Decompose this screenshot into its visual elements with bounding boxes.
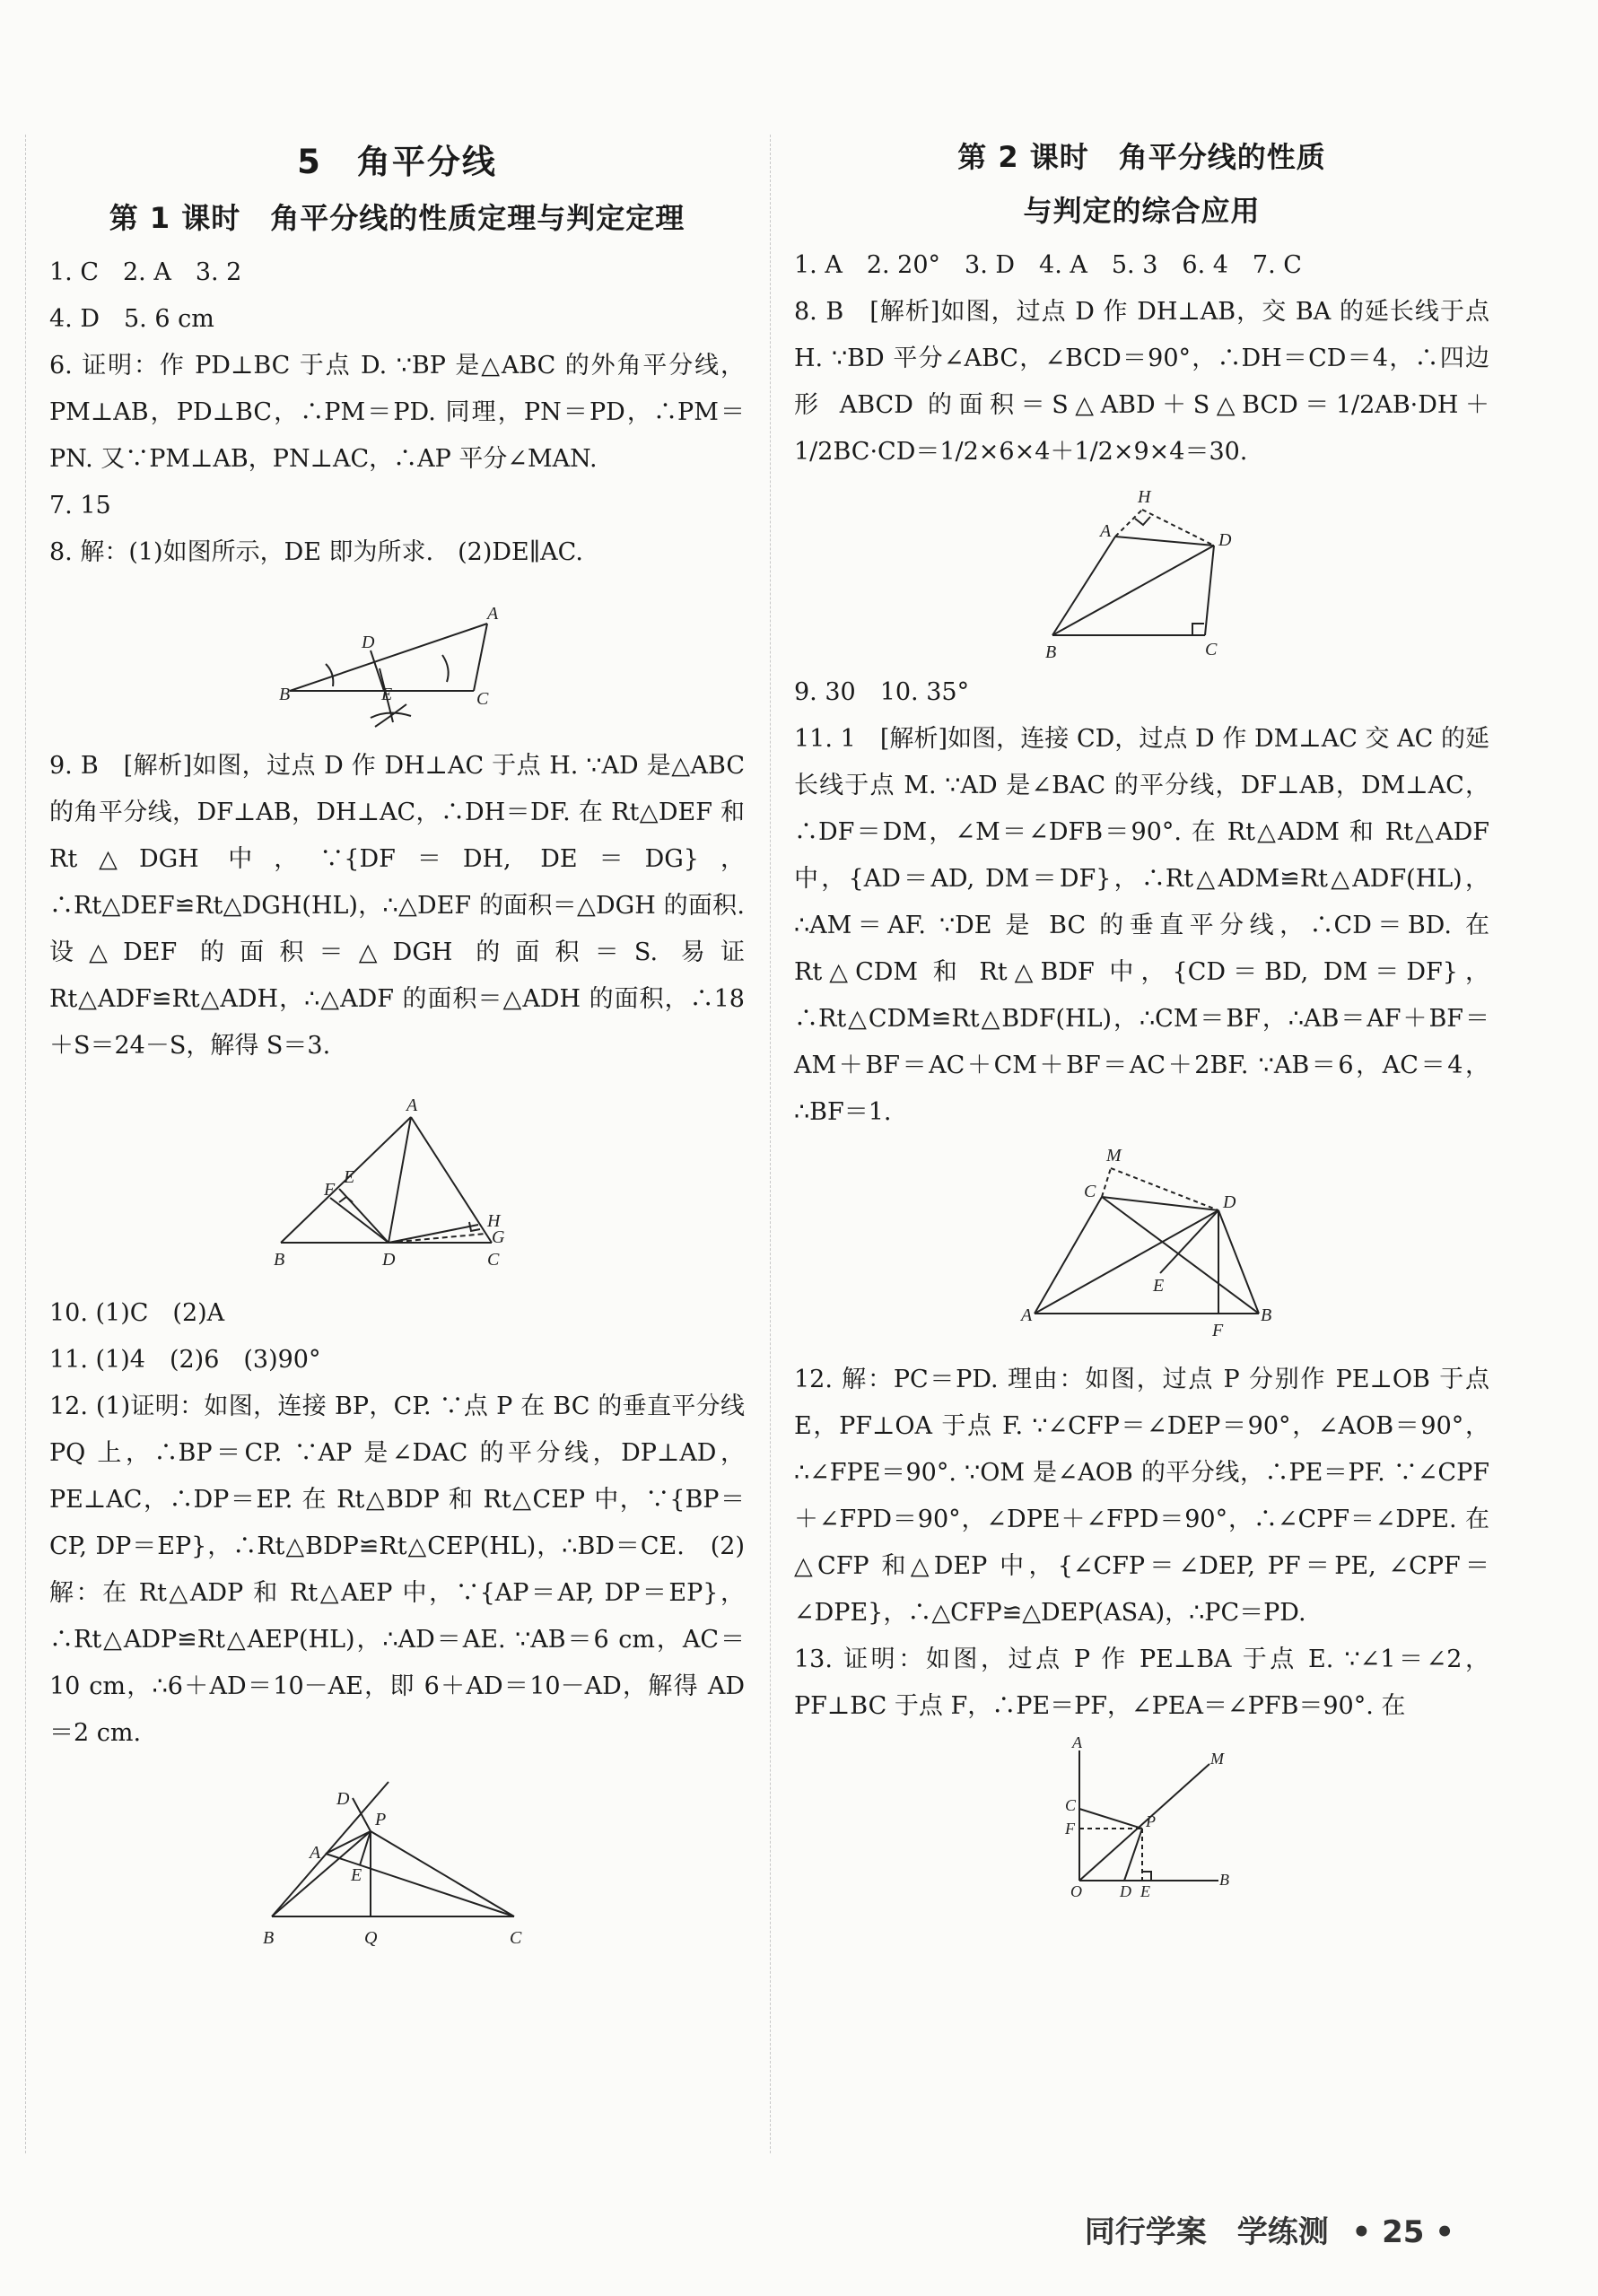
answer-8: 8. 解：(1)如图所示，DE 即为所求. (2)DE∥AC. xyxy=(49,538,583,566)
lesson-title-2a: 第 2 课时 角平分线的性质 xyxy=(957,140,1326,174)
right-column xyxy=(794,126,1489,1906)
svg-text:C: C xyxy=(1204,640,1217,659)
svg-text:D: D xyxy=(1119,1882,1131,1899)
svg-text:E: E xyxy=(343,1167,354,1187)
answer-12: 12. (1)证明：如图，连接 BP，CP. ∵点 P 在 BC 的垂直平分线 PQ 上，∴BP＝CP. ∵AP 是∠DAC 的平分线，DP⊥AD，PE⊥AC，∴DP＝EP. 在 Rt△BDP 和 Rt△CEP 中，∵{BP＝CP, DP＝EP}，∴Rt△BDP≌Rt△CEP(HL)，∴BD＝CE. (2)解：在 Rt△ADP 和 Rt△AEP 中，∵{AP＝AP, DP＝EP}，∴Rt△ADP≌Rt△AEP(HL)，∴AD＝AE. ∵AB＝6 cm，AC＝10 cm，∴6＋AD＝10－AE，即 6＋AD＝10－AD，解得 AD＝2 cm. xyxy=(49,1392,745,1747)
figure-q12 xyxy=(236,1764,559,1952)
svg-text:E: E xyxy=(350,1865,362,1885)
svg-text:A: A xyxy=(1071,1737,1082,1751)
svg-text:B: B xyxy=(1260,1305,1271,1325)
lesson-title-1: 第 1 课时 角平分线的性质定理与判定定理 xyxy=(109,201,685,235)
svg-text:Q: Q xyxy=(363,1928,377,1948)
svg-text:A: A xyxy=(309,1843,320,1863)
answer-7: 7. 15 xyxy=(49,492,111,519)
svg-text:B: B xyxy=(1044,642,1056,662)
svg-text:E: E xyxy=(380,685,392,704)
svg-text:H: H xyxy=(1137,487,1150,507)
svg-text:A: A xyxy=(406,1096,417,1115)
answer-r12: 12. 解：PC＝PD. 理由：如图，过点 P 分别作 PE⊥OB 于点 E，PF⊥OA 于点 F. ∵∠CFP＝∠DEP＝90°，∠AOB＝90°，∴∠FPE＝90°. ∵OM 是∠AOB 的平分线，∴PE＝PF. ∵∠CPF＋∠FPD＝90°，∠DPE＋∠FPD＝90°，∴∠CPF＝∠DPE. 在△CFP 和△DEP 中，{∠CFP＝∠DEP, PF＝PE, ∠CPF＝∠DPE}，∴△CFP≌△DEP(ASA)，∴PC＝PD. xyxy=(794,1366,1489,1627)
svg-text:D: D xyxy=(381,1250,395,1270)
answer-6: 6. 证明：作 PD⊥BC 于点 D. ∵BP 是△ABC 的外角平分线，PM⊥AB，PD⊥BC，∴PM＝PD. 同理，PN＝PD，∴PM＝PN. 又∵PM⊥AB，PN⊥AC，∴AP 平分∠MAN. xyxy=(49,352,745,473)
svg-text:F: F xyxy=(1211,1321,1223,1340)
svg-text:C: C xyxy=(1083,1182,1096,1201)
svg-text:D: D xyxy=(336,1789,349,1809)
svg-text:A: A xyxy=(1099,521,1111,541)
answer-10: 10. (1)C (2)A xyxy=(49,1299,225,1327)
answer-r13: 13. 证明：如图，过点 P 作 PE⊥BA 于点 E. ∵∠1＝∠2，PF⊥BC 于点 F，∴PE＝PF，∠PEA＝∠PFB＝90°. 在 xyxy=(794,1646,1489,1720)
page-number: • 25 • xyxy=(1351,2214,1454,2250)
figure-q8 xyxy=(272,583,523,736)
svg-text:B: B xyxy=(1218,1871,1229,1889)
figure-r8 xyxy=(1026,483,1259,662)
svg-text:B: B xyxy=(273,1250,284,1270)
lesson-title-2b: 与判定的综合应用 xyxy=(1023,194,1261,228)
answer-r1-7: 1. A 2. 20° 3. D 4. A 5. 3 6. 4 7. C xyxy=(794,251,1302,279)
svg-text:C: C xyxy=(1064,1796,1076,1814)
page-footer xyxy=(1072,2207,1454,2251)
section-title: 5 角平分线 xyxy=(297,143,497,181)
svg-text:A: A xyxy=(486,604,498,624)
answer-r9-10: 9. 30 10. 35° xyxy=(794,678,970,706)
svg-text:P: P xyxy=(374,1810,386,1829)
figure-r11 xyxy=(999,1143,1286,1349)
answer-r8: 8. B [解析]如图，过点 D 作 DH⊥AB，交 BA 的延长线于点 H. ∵BD 平分∠ABC，∠BCD＝90°，∴DH＝CD＝4，∴四边形 ABCD 的面积＝S△ABD＋S△BCD＝1/2AB·DH＋1/2BC·CD＝1/2×6×4＋1/2×9×4＝30. xyxy=(794,298,1489,466)
svg-text:D: D xyxy=(1222,1192,1236,1212)
svg-text:B: B xyxy=(262,1928,274,1948)
footer-brand: 同行学案 学练测 xyxy=(1084,2214,1329,2250)
svg-text:H: H xyxy=(486,1211,500,1231)
svg-text:P: P xyxy=(1145,1812,1156,1830)
answer-r12-block xyxy=(794,1357,1489,1637)
answer-4-5: 4. D 5. 6 cm xyxy=(49,305,214,333)
svg-text:E: E xyxy=(1140,1882,1150,1899)
svg-text:B: B xyxy=(278,685,290,704)
answer-1-3: 1. C 2. A 3. 2 xyxy=(49,258,242,286)
svg-text:F: F xyxy=(1064,1820,1075,1838)
svg-text:E: E xyxy=(1152,1276,1164,1296)
svg-text:M: M xyxy=(1105,1146,1122,1165)
svg-text:M: M xyxy=(1209,1750,1224,1768)
left-column xyxy=(49,126,745,1960)
svg-text:C: C xyxy=(476,689,488,709)
left-margin-divider xyxy=(25,135,26,2153)
svg-text:C: C xyxy=(509,1928,521,1948)
svg-text:D: D xyxy=(1218,530,1231,550)
svg-text:G: G xyxy=(491,1227,504,1247)
svg-text:D: D xyxy=(361,633,374,652)
svg-text:C: C xyxy=(486,1250,499,1270)
figure-r12 xyxy=(1052,1737,1232,1899)
answer-9: 9. B [解析]如图，过点 D 作 DH⊥AC 于点 H. ∵AD 是△ABC 的角平分线，DF⊥AB，DH⊥AC，∴DH＝DF. 在 Rt△DEF 和 Rt△DGH 中，∵{DF＝DH, DE＝DG}，∴Rt△DEF≌Rt△DGH(HL)，∴△DEF 的面积＝△DGH 的面积. 设△DEF 的面积＝△DGH 的面积＝S. 易证 Rt△ADF≌Rt△ADH，∴△ADF 的面积＝△ADH 的面积，∴18＋S＝24－S，解得 S＝3. xyxy=(49,752,745,1060)
svg-text:O: O xyxy=(1070,1882,1082,1899)
svg-text:F: F xyxy=(323,1180,335,1200)
answer-r11: 11. 1 [解析]如图，连接 CD，过点 D 作 DM⊥AC 交 AC 的延长线于点 M. ∵AD 是∠BAC 的平分线，DF⊥AB，DM⊥AC，∴DF＝DM，∠M＝∠DFB＝90°. 在 Rt△ADM 和 Rt△ADF 中，{AD＝AD, DM＝DF}，∴Rt△ADM≌Rt△ADF(HL)，∴AM＝AF. ∵DE 是 BC 的垂直平分线，∴CD＝BD. 在 Rt△CDM 和 Rt△BDF 中，{CD＝BD, DM＝DF}，∴Rt△CDM≌Rt△BDF(HL)，∴CM＝BF，∴AB＝AF＋BF＝AM＋BF＝AC＋CM＋BF＝AC＋2BF. ∵AB＝6，AC＝4，∴BF＝1. xyxy=(794,725,1489,1126)
column-divider xyxy=(770,135,771,2153)
figure-q9 xyxy=(263,1077,532,1283)
svg-text:A: A xyxy=(1020,1305,1032,1325)
answer-11: 11. (1)4 (2)6 (3)90° xyxy=(49,1346,321,1374)
